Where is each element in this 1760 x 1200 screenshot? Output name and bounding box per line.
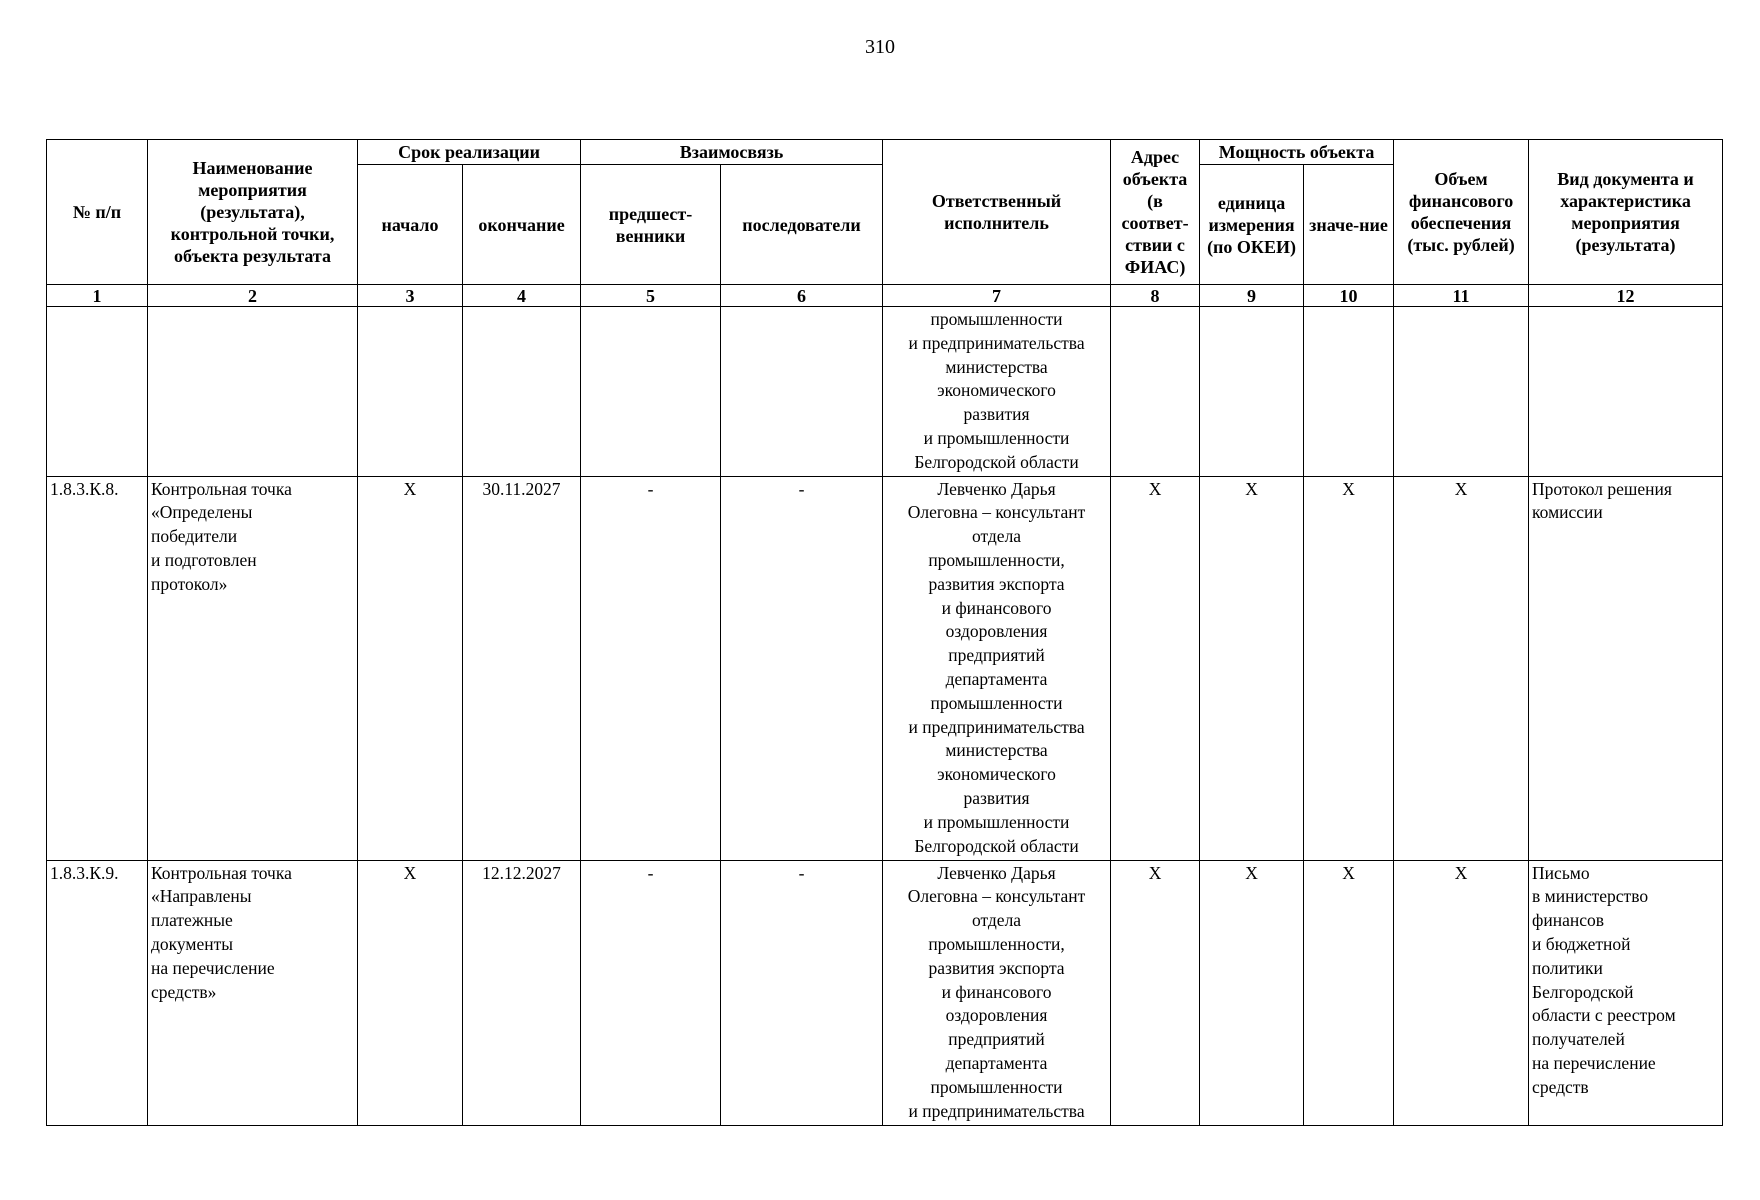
col-index: 6: [721, 285, 883, 307]
header-value: значе-ние: [1304, 165, 1394, 285]
header-term: Срок реализации: [358, 140, 581, 165]
col-index: 1: [47, 285, 148, 307]
header-address: Адрес объекта (в соответ-ствии с ФИАС): [1111, 140, 1200, 285]
page-number: 310: [865, 36, 895, 58]
column-index-row: [47, 285, 1723, 307]
col-index: 12: [1529, 285, 1723, 307]
row-end: 12.12.2027: [463, 860, 581, 1125]
row-start: X: [358, 476, 463, 860]
table-row: [47, 860, 1723, 1125]
row-value: X: [1304, 860, 1394, 1125]
row-document: Протокол решения комиссии: [1529, 476, 1723, 860]
row-unit: X: [1200, 860, 1304, 1125]
header-link: Взаимосвязь: [581, 140, 883, 165]
header-row-1: [47, 140, 1723, 165]
col-index: 2: [148, 285, 358, 307]
row-successors: -: [721, 860, 883, 1125]
row-finance: X: [1394, 476, 1529, 860]
row-successors: -: [721, 476, 883, 860]
col-index: 5: [581, 285, 721, 307]
col-index: 9: [1200, 285, 1304, 307]
row-document: Письмо в министерство финансов и бюджетной политики Белгородской области с реестром получателей на перечисление средств: [1529, 860, 1723, 1125]
col-index: 11: [1394, 285, 1529, 307]
row-successors: [721, 307, 883, 477]
row-document: [1529, 307, 1723, 477]
row-number: 1.8.3.К.8.: [47, 476, 148, 860]
row-finance: X: [1394, 860, 1529, 1125]
col-index: 10: [1304, 285, 1394, 307]
header-start: начало: [358, 165, 463, 285]
row-address: X: [1111, 476, 1200, 860]
table-row: [47, 307, 1723, 477]
row-start: X: [358, 860, 463, 1125]
row-predecessors: -: [581, 860, 721, 1125]
header-responsible: Ответственный исполнитель: [883, 140, 1111, 285]
header-successors: последователи: [721, 165, 883, 285]
row-number: 1.8.3.К.9.: [47, 860, 148, 1125]
schedule-table: [46, 139, 1723, 1126]
row-end: [463, 307, 581, 477]
row-value: X: [1304, 476, 1394, 860]
row-predecessors: [581, 307, 721, 477]
row-unit: [1200, 307, 1304, 477]
header-document: Вид документа и характеристика мероприятия (результата): [1529, 140, 1723, 285]
row-unit: X: [1200, 476, 1304, 860]
row-name: Контрольная точка «Направлены платежные документы на перечисление средств»: [148, 860, 358, 1125]
row-name: [148, 307, 358, 477]
col-index: 7: [883, 285, 1111, 307]
row-number: [47, 307, 148, 477]
col-index: 8: [1111, 285, 1200, 307]
header-name: Наименование мероприятия (результата), контрольной точки, объекта результата: [148, 140, 358, 285]
row-end: 30.11.2027: [463, 476, 581, 860]
row-start: [358, 307, 463, 477]
col-index: 3: [358, 285, 463, 307]
row-address: X: [1111, 860, 1200, 1125]
row-finance: [1394, 307, 1529, 477]
row-name: Контрольная точка «Определены победители и подготовлен протокол»: [148, 476, 358, 860]
table-row: [47, 476, 1723, 860]
header-end: окончание: [463, 165, 581, 285]
row-address: [1111, 307, 1200, 477]
row-responsible: Левченко Дарья Олеговна – консультант отдела промышленности, развития экспорта и финансового оздоровления предприятий департамента промышленности и предпринимательства: [883, 860, 1111, 1125]
row-predecessors: -: [581, 476, 721, 860]
header-finance: Объем финансового обеспечения (тыс. рублей): [1394, 140, 1529, 285]
row-responsible: Левченко Дарья Олеговна – консультант отдела промышленности, развития экспорта и финансового оздоровления предприятий департамента промышленности и предпринимательства министерства экономического развития и промышленности Белгородской области: [883, 476, 1111, 860]
header-power: Мощность объекта: [1200, 140, 1394, 165]
row-value: [1304, 307, 1394, 477]
header-predecessors: предшест-венники: [581, 165, 721, 285]
row-responsible: промышленности и предпринимательства министерства экономического развития и промышленности Белгородской области: [883, 307, 1111, 477]
header-num: № п/п: [47, 140, 148, 285]
col-index: 4: [463, 285, 581, 307]
header-unit: единица измерения (по ОКЕИ): [1200, 165, 1304, 285]
